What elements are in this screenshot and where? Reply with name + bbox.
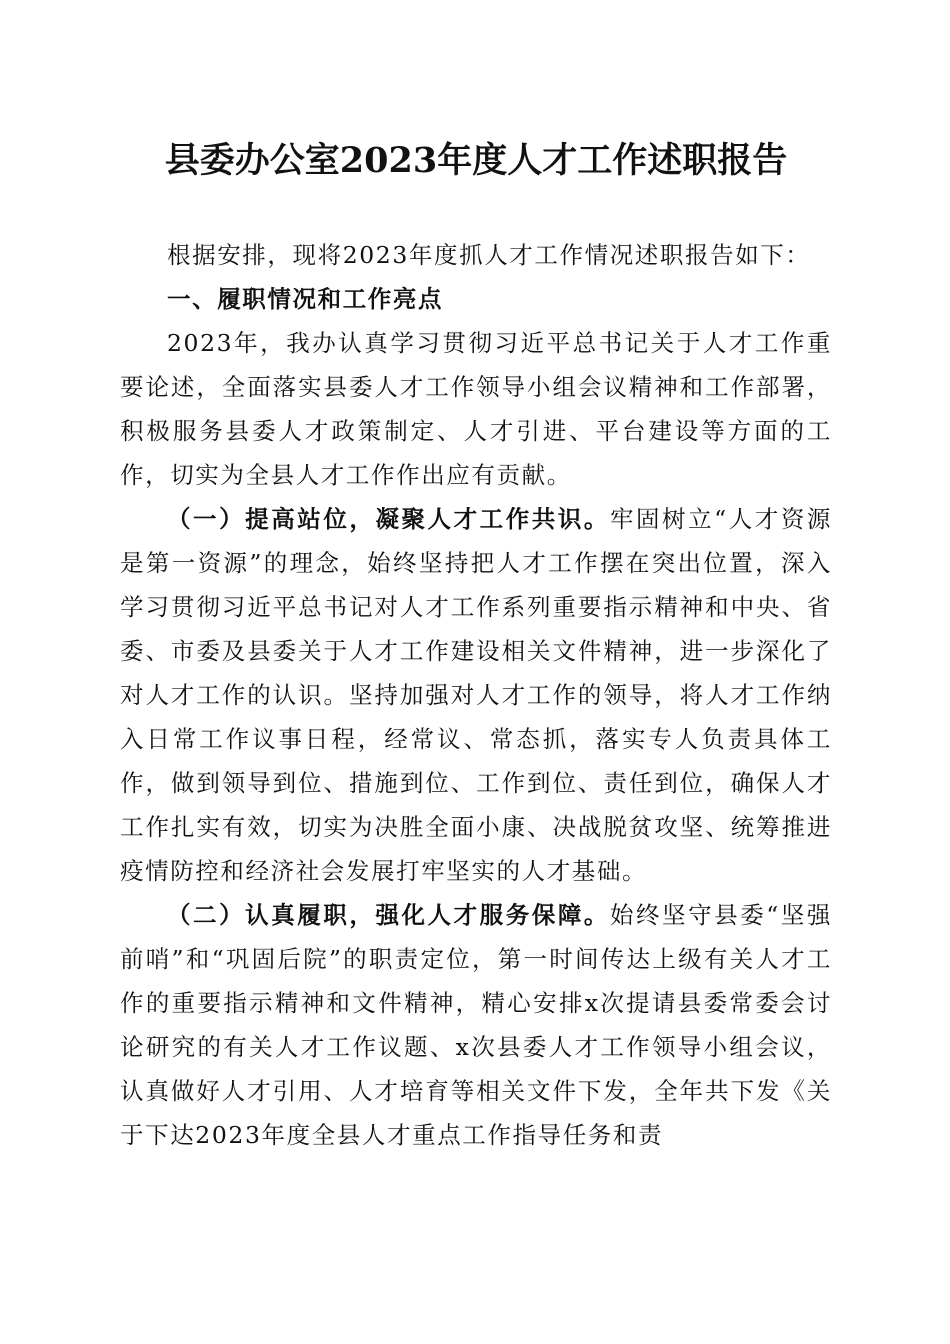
overview-paragraph: 2023年，我办认真学习贯彻习近平总书记关于人才工作重要论述，全面落实县委人才工作领导小组会议精神和工作部署，积极服务县委人才政策制定、人才引进、平台建设等方面的工作，切实为全县人才工作作出应有贡献。 [120,329,832,489]
section-heading-1: 一、履职情况和工作亮点 [167,285,444,313]
subsection-2-lead: （二）认真履职，强化人才服务保障。 [167,901,610,929]
document-title: 县委办公室2023年度人才工作述职报告 [164,140,788,181]
subsection-1-text: 牢固树立“人才资源是第一资源”的理念，始终坚持把人才工作摆在突出位置，深入学习贯彻习近平总书记对人才工作系列重要指示精神和中央、省委、市委及县委关于人才工作建设相关文件精神，进一步深化了对人才工作的认识。坚持加强对人才工作的领导，将人才工作纳入日常工作议事日程，经常议、常态抓，落实专人负责具体工作，做到领导到位、措施到位、工作到位、责任到位，确保人才工作扎实有效，切实为决胜全面小康、决战脱贫攻坚、统筹推进疫情防控和经济社会发展打牢坚实的人才基础。 [120,505,832,885]
intro-paragraph: 根据安排，现将2023年度抓人才工作情况述职报告如下： [167,241,811,269]
subsection-1-paragraph [120,497,832,893]
subsection-1-lead: （一）提高站位，凝聚人才工作共识。 [167,505,610,533]
subsection-2-paragraph [120,893,832,1157]
document-body [120,233,832,1157]
subsection-2-text: 始终坚守县委“坚强前哨”和“巩固后院”的职责定位，第一时间传达上级有关人才工作的重要指示精神和文件精神，精心安排x次提请县委常委会讨论研究的有关人才工作议题、x次县委人才工作领导小组会议，认真做好人才引用、人才培育等相关文件下发，全年共下发《关于下达2023年度全县人才重点工作指导任务和责 [120,901,832,1149]
